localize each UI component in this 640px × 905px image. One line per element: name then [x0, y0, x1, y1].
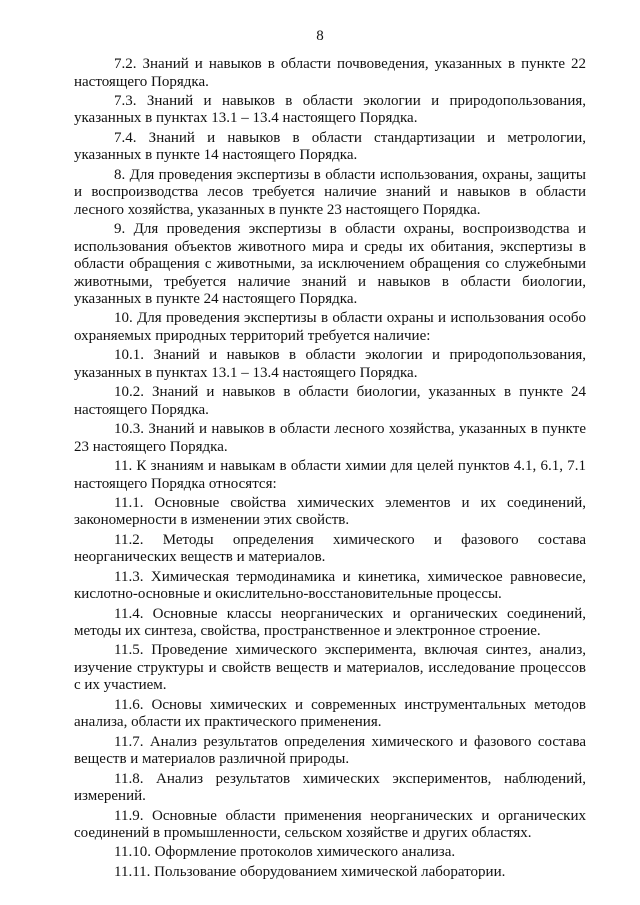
paragraph-7-2: 7.2. Знаний и навыков в области почвоведения, указанных в пункте 22 настоящего Порядка. — [74, 56, 586, 90]
paragraph-7-3: 7.3. Знаний и навыков в области экологии и природопользования, указанных в пунктах 13.1 – 13.4 настоящего Порядка. — [74, 92, 586, 127]
paragraph-11-2: 11.2. Методы определения химического и фазового состава неорганических веществ и материалов. — [74, 531, 586, 566]
paragraph-11-3: 11.3. Химическая термодинамика и кинетика, химическое равновесие, кислотно-основные и окислительно-восстановительные процессы. — [74, 568, 586, 603]
document-body — [74, 56, 586, 883]
paragraph-11-5: 11.5. Проведение химического эксперимента, включая синтез, анализ, изучение структуры и свойств веществ и материалов, исследование процессов с их участием. — [74, 642, 586, 694]
paragraph-10-2: 10.2. Знаний и навыков в области биологии, указанных в пункте 24 настоящего Порядка. — [74, 384, 586, 418]
paragraph-9: 9. Для проведения экспертизы в области охраны, воспроизводства и использования объектов животного мира и среды их обитания, экспертизы в области обращения с животными, за исключением обращения со служебными животными, требуется наличие знаний и навыков в области биологии, указанных в пункте 24 настоящего Порядка. — [74, 221, 586, 308]
paragraph-10-3: 10.3. Знаний и навыков в области лесного хозяйства, указанных в пункте 23 настоящего Порядка. — [74, 421, 586, 455]
paragraph-11: 11. К знаниям и навыкам в области химии для целей пунктов 4.1, 6.1, 7.1 настоящего Порядка относятся: — [74, 458, 586, 492]
paragraph-10: 10. Для проведения экспертизы в области охраны и использования особо охраняемых природных территорий требуется наличие: — [74, 310, 586, 344]
paragraph-11-11: 11.11. Пользование оборудованием химической лаборатории. — [114, 863, 506, 880]
paragraph-7-4: 7.4. Знаний и навыков в области стандартизации и метрологии, указанных в пункте 14 настоящего Порядка. — [74, 129, 586, 164]
paragraph-11-8: 11.8. Анализ результатов химических экспериментов, наблюдений, измерений. — [74, 770, 586, 805]
paragraph-11-1: 11.1. Основные свойства химических элементов и их соединений, закономерности в изменении этих свойств. — [74, 494, 586, 529]
paragraph-11-10: 11.10. Оформление протоколов химического анализа. — [114, 844, 456, 861]
paragraph-8: 8. Для проведения экспертизы в области использования, охраны, защиты и воспроизводства лесов требуется наличие знаний и навыков в области лесного хозяйства, указанных в пункте 23 настоящего Порядка. — [74, 166, 586, 218]
paragraph-11-4: 11.4. Основные классы неорганических и органических соединений, методы их синтеза, свойства, пространственное и электронное строение. — [74, 605, 586, 640]
paragraph-11-9: 11.9. Основные области применения неорганических и органических соединений в промышленности, сельском хозяйстве и других областях. — [74, 807, 586, 842]
paragraph-11-6: 11.6. Основы химических и современных инструментальных методов анализа, области их практического применения. — [74, 696, 586, 731]
page-number: 8 — [316, 28, 324, 44]
paragraph-10-1: 10.1. Знаний и навыков в области экологии и природопользования, указанных в пунктах 13.1 – 13.4 настоящего Порядка. — [74, 347, 586, 381]
paragraph-11-7: 11.7. Анализ результатов определения химического и фазового состава веществ и материалов различной природы. — [74, 733, 586, 768]
